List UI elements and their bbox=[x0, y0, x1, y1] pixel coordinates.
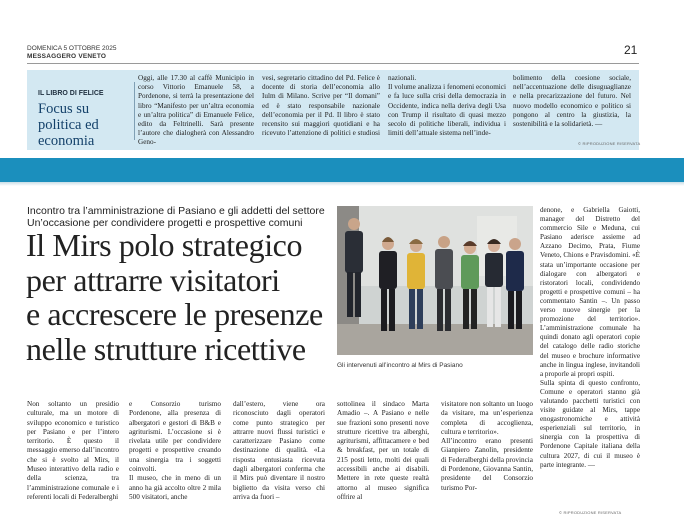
section-band-shadow bbox=[0, 182, 684, 186]
article-column-1 bbox=[27, 400, 119, 502]
book-box-credit: © RIPRODUZIONE RISERVATA bbox=[578, 141, 641, 146]
book-box-divider bbox=[134, 82, 135, 140]
headline-line: nelle strutture ricettive bbox=[26, 330, 306, 367]
book-box-column-1: Oggi, alle 17.30 al caffè Municipio in corso Vittorio Emanuele 58, a Pordenone, si terrà la presentazione del libro “Manifesto per un’altra economia e un’altra politica” di Emanuele Felice, edito da Feltrinelli. Sarà presente l’autore che dialogherà con Alessandro Geno- bbox=[138, 74, 254, 147]
article-column-3 bbox=[233, 400, 325, 502]
article-column-2: e Consorzio turismo Pordenone, alla presenza di albergatori e gestori di B&B e agriturismi. L’occasione si è rivelata utile per condividere progetti e prospettive creando una sinergia tra i soggetti coinvolti. Il museo, che in meno di un anno ha già accolto oltre 2 mila 500 visitatori, anche bbox=[129, 400, 221, 501]
article-column-5: visitatore non soltanto un luogo da visitare, ma un’esperienza completa di accoglienza, cultura e territorio». All’incontro erano presenti Gianpiero Zanolin, presidente di Federalberghi della provincia di Pordenone, Giovanna Santin, presidente del Consorzio turismo Por- bbox=[441, 400, 533, 492]
paragraph: dall’estero, viene ora riconosciuto dagli operatori come punto strategico per attrarre nuovi flussi turistici e caratterizzare Pasiano come destinazione di qualità. «La risposta entusiasta ricevuta dagli albergatori conferma che il Mirs può diventare il nostro biglietto da visita verso chi arriva da fuori – bbox=[233, 400, 325, 501]
kicker-line: Incontro tra l’amministrazione di Pasiano e gli addetti del settore bbox=[27, 205, 325, 217]
headline-line: Il Mirs polo strategico bbox=[26, 227, 303, 263]
masthead bbox=[27, 45, 116, 61]
headline-line: e accrescere le presenze bbox=[26, 296, 323, 332]
photo-caption: Gli intervenuti all’incontro al Mirs di Pasiano bbox=[337, 362, 463, 369]
paragraph: sottolinea il sindaco Marta Amadio –. A Pasiano e nelle sue frazioni sono presenti nove strutture ricettive tra alberghi, agriturismi, affittacamere e bed & breakfast, per un totale di 215 posti letto, molti dei quali accessibili anche ai disabili. Mettere in rete queste realtà attorno al museo significa offrire al bbox=[337, 400, 429, 501]
group-photo-illustration bbox=[337, 206, 533, 355]
article-headline bbox=[26, 228, 336, 366]
section-band bbox=[0, 158, 684, 182]
article-column-6: denone, e Gabriella Gaiotti, manager del Distretto del commercio Sile e Meduna, cui Pasiano aderisce assieme ad Azzano Decimo, Prata, Fiume Veneto, Chions e Pravisdomini. «È stata un’importante occasione per dialogare con albergatori e ristoratori locali, condividendo progetti e prospettive comuni – ha commentato Santin –. Un passo verso nuove sinergie per la promozione del territorio». L’amministrazione comunale ha quindi donato agli operatori copie del catalogo delle radio storiche del museo e brochure informative anche in lingua inglese, invitandoli a proporle ai propri ospiti. Sulla spinta di questo confronto, Comune e operatori stanno già valutando pacchetti turistici con visite guidate al Mirs, tappe enogastronomiche e attività esperienziali sul territorio, in sinergia con la prospettiva di Pordenone Capitale italiana della cultura 2027, di cui il museo è parte integrante. — bbox=[540, 206, 640, 469]
kicker-line: Un’occasione per condividere progetti e prospettive comuni bbox=[27, 217, 303, 229]
article-photo bbox=[337, 206, 533, 355]
newspaper-name: MESSAGGERO VENETO bbox=[27, 53, 107, 60]
headline-line: per attrarre visitatori bbox=[26, 261, 280, 298]
article-credit: © RIPRODUZIONE RISERVATA bbox=[559, 510, 622, 515]
paragraph: Non soltanto un presidio culturale, ma un motore di sviluppo economico e turistico per Pasiano e per l’intero territorio. È questo il messaggio emerso dall’incontro che si è svolto al Mirs, il Museo interattivo della radio e della scienza, tra l’amministrazione comunale e i referenti locali di Federalberghi bbox=[27, 400, 119, 501]
article-kicker bbox=[27, 205, 337, 229]
book-box-column-2: vesi, segretario cittadino del Pd. Felice è docente di storia dell’economia allo Iulm di Milano. Scrive per “Il domani” ed è stato responsabile nazionale dell’economia per il Pd. Il libro è stato recensito sui maggiori quotidiani e ha ricevuto l’attenzione di politici e studiosi bbox=[262, 74, 380, 138]
page-number: 21 bbox=[624, 43, 638, 57]
issue-date: DOMENICA 5 OTTOBRE 2025 bbox=[27, 45, 117, 52]
book-box-title: Focus su politica ed economia bbox=[38, 101, 99, 149]
book-box-kicker: IL LIBRO DI FELICE bbox=[38, 90, 104, 97]
article-column-4 bbox=[337, 400, 429, 502]
book-box-column-4: bolimento della coesione sociale, nell’accentuazione delle disuguaglianze e nella precarizzazione del futuro. Nel nuovo modello economico e politico si pongono al centro la giustizia, la sostenibilità e la solidarietà. — bbox=[513, 74, 631, 129]
book-box-column-3: nazionali. Il volume analizza i fenomeni economici e fa luce sulla crisi della democrazia in Occidente, indica nella deriva degli Usa con Trump il risultato di quasi mezzo secolo di politiche liberali, individua i limiti dell’attuale sistema nell’inde- bbox=[388, 74, 506, 138]
top-rule bbox=[27, 63, 639, 64]
